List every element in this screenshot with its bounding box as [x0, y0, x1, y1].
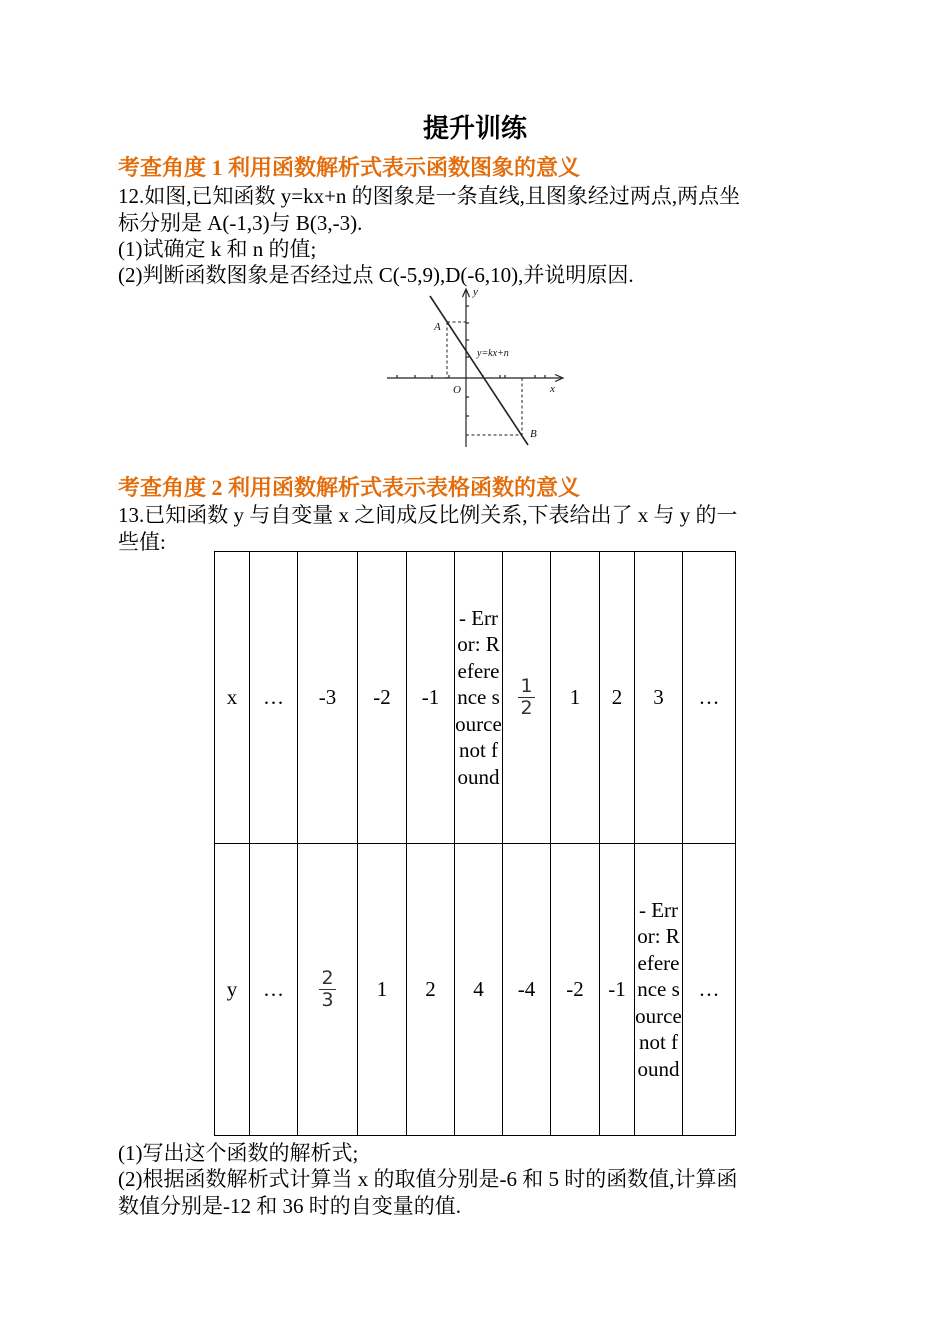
x-axis-label: x	[550, 383, 555, 395]
problem-13-question-1: (1)写出这个函数的解析式;	[118, 1141, 359, 1165]
x-cell-5-error: - Error: Reference source not found	[455, 552, 503, 844]
fraction-denominator: 3	[321, 989, 334, 1011]
problem-12-line-1: 12.如图,已知函数 y=kx+n 的图象是一条直线,且图象经过两点,两点坐	[118, 184, 741, 208]
y-cell-2-fraction	[298, 844, 358, 1136]
fraction-denominator: 2	[520, 697, 533, 719]
x-cell-6-fraction	[503, 552, 551, 844]
table-row-y	[215, 844, 736, 1136]
x-cell-10: …	[683, 552, 736, 844]
fraction-numerator: 1	[520, 675, 533, 697]
page-title: 提升训练	[422, 114, 527, 143]
x-cell-4: -1	[407, 552, 455, 844]
y-cell-8: -1	[600, 844, 635, 1136]
problem-12-question-2: (2)判断函数图象是否经过点 C(-5,9),D(-6,10),并说明原因.	[118, 263, 634, 287]
x-cell-3: -2	[358, 552, 407, 844]
section-heading-1: 考查角度 1 利用函数解析式表示函数图象的意义	[118, 155, 581, 180]
problem-12-line-2: 标分别是 A(-1,3)与 B(3,-3).	[118, 211, 363, 235]
section-heading-2: 考查角度 2 利用函数解析式表示表格函数的意义	[118, 475, 581, 500]
value-table	[214, 551, 736, 1136]
x-cell-7: 1	[551, 552, 600, 844]
function-line	[430, 296, 528, 445]
fraction-one-half	[518, 676, 534, 719]
table-row-x	[215, 552, 736, 844]
y-cell-1: …	[250, 844, 298, 1136]
y-cell-9-error: - Error: Reference source not found	[635, 844, 683, 1136]
x-cell-9: 3	[635, 552, 683, 844]
problem-13-question-2-line-1: (2)根据函数解析式计算当 x 的取值分别是-6 和 5 时的函数值,计算函	[118, 1167, 738, 1191]
x-row-label: x	[215, 552, 250, 844]
y-cell-6: -4	[503, 844, 551, 1136]
y-cell-10: …	[683, 844, 736, 1136]
problem-12-question-1: (1)试确定 k 和 n 的值;	[118, 237, 317, 261]
y-cell-5: 4	[455, 844, 503, 1136]
function-graph	[385, 285, 570, 450]
point-a-label: A	[434, 321, 441, 333]
problem-13-question-2-line-2: 数值分别是-12 和 36 时的自变量的值.	[118, 1194, 461, 1218]
y-cell-4: 2	[407, 844, 455, 1136]
problem-13-line-1: 13.已知函数 y 与自变量 x 之间成反比例关系,下表给出了 x 与 y 的一	[118, 503, 738, 527]
problem-13-line-2: 些值:	[118, 530, 166, 554]
x-cell-8: 2	[600, 552, 635, 844]
origin-label: O	[453, 384, 461, 396]
fraction-numerator: 2	[321, 967, 334, 989]
y-row-label: y	[215, 844, 250, 1136]
y-cell-7: -2	[551, 844, 600, 1136]
x-cell-1: …	[250, 552, 298, 844]
y-axis-label: y	[473, 286, 478, 298]
x-cell-2: -3	[298, 552, 358, 844]
y-cell-3: 1	[358, 844, 407, 1136]
fraction-two-thirds	[319, 968, 335, 1011]
line-equation-label: y=kx+n	[477, 348, 509, 359]
point-b-label: B	[530, 428, 537, 440]
